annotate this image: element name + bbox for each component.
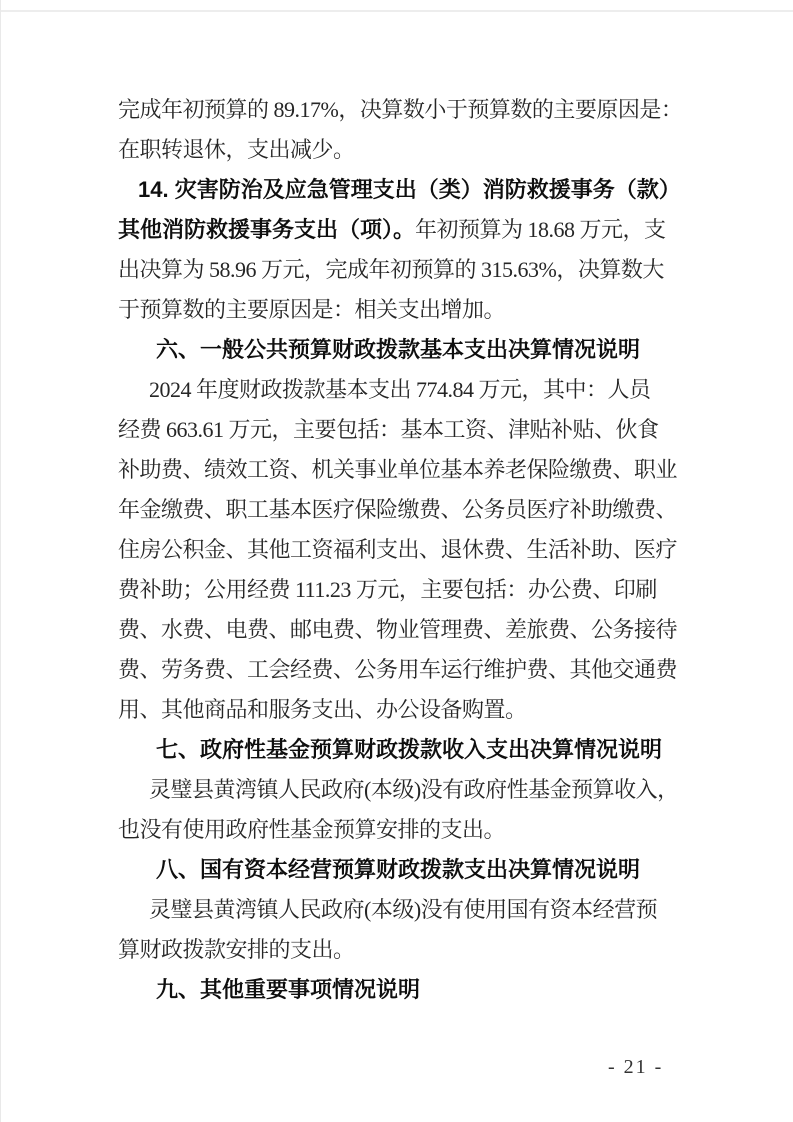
text-line (118, 570, 678, 610)
page-number: - 21 - (608, 1056, 664, 1078)
text-line (118, 530, 678, 570)
text-line (118, 90, 683, 130)
text-line (118, 890, 678, 930)
page-left-edge-shade (0, 0, 1, 1122)
text-line (118, 170, 681, 210)
section-heading (118, 330, 678, 370)
text-run: 费、水费、电费、邮电费、物业管理费、差旅费、公务接待 (118, 617, 678, 642)
section-heading (118, 970, 678, 1010)
text-run: 灵璧县黄湾镇人民政府(本级)没有使用国有资本经营预 (149, 897, 658, 922)
text-line (118, 930, 678, 970)
text-line (118, 370, 678, 410)
bold-text-run: 六、一般公共预算财政拨款基本支出决算情况说明 (156, 337, 641, 362)
text-line (118, 450, 678, 490)
text-run: 算财政拨款安排的支出。 (118, 937, 355, 962)
section-heading (118, 730, 678, 770)
text-run: 住房公积金、其他工资福利支出、退休费、生活补助、医疗 (118, 537, 678, 562)
text-line (118, 250, 678, 290)
text-run: 补助费、绩效工资、机关事业单位基本养老保险缴费、职业 (118, 457, 678, 482)
text-run: 经费 663.61 万元，主要包括：基本工资、津贴补贴、伙食 (118, 417, 659, 442)
bold-text-run: 七、政府性基金预算财政拨款收入支出决算情况说明 (156, 737, 663, 762)
text-run: 在职转退休，支出减少。 (118, 137, 355, 162)
text-line (118, 810, 678, 850)
bold-text-run: 14. 灾害防治及应急管理支出（类）消防救援事务（款） (138, 177, 681, 202)
text-run: 费、劳务费、工会经费、公务用车运行维护费、其他交通费 (118, 657, 678, 682)
bold-text-run: 其他消防救援事务支出（项）。 (118, 217, 416, 242)
text-run: 出决算为 58.96 万元，完成年初预算的 315.63%，决算数大 (118, 257, 664, 282)
text-run: 年金缴费、职工基本医疗保险缴费、公务员医疗补助缴费、 (118, 497, 678, 522)
text-run: 年初预算为 18.68 万元，支 (415, 217, 666, 242)
document-body (118, 90, 683, 1010)
text-run: 用、其他商品和服务支出、办公设备购置。 (118, 697, 527, 722)
page-top-edge-shade (0, 10, 793, 12)
text-line (118, 490, 678, 530)
text-run: 也没有使用政府性基金预算安排的支出。 (118, 817, 506, 842)
text-line (118, 770, 678, 810)
section-heading (118, 850, 678, 890)
text-line (118, 650, 678, 690)
text-line (118, 610, 678, 650)
text-line (118, 210, 678, 250)
text-run: 完成年初预算的 89.17%，决算数小于预算数的主要原因是： (118, 97, 683, 122)
text-line (118, 690, 678, 730)
text-line (118, 410, 678, 450)
bold-text-run: 八、国有资本经营预算财政拨款支出决算情况说明 (156, 857, 641, 882)
text-line (118, 130, 678, 170)
text-run: 2024 年度财政拨款基本支出 774.84 万元，其中：人员 (149, 377, 651, 402)
text-run: 费补助；公用经费 111.23 万元，主要包括：办公费、印刷 (118, 577, 657, 602)
text-line (118, 290, 678, 330)
bold-text-run: 九、其他重要事项情况说明 (156, 977, 421, 1002)
text-run: 于预算数的主要原因是：相关支出增加。 (118, 297, 506, 322)
text-run: 灵璧县黄湾镇人民政府(本级)没有政府性基金预算收入， (149, 777, 679, 802)
